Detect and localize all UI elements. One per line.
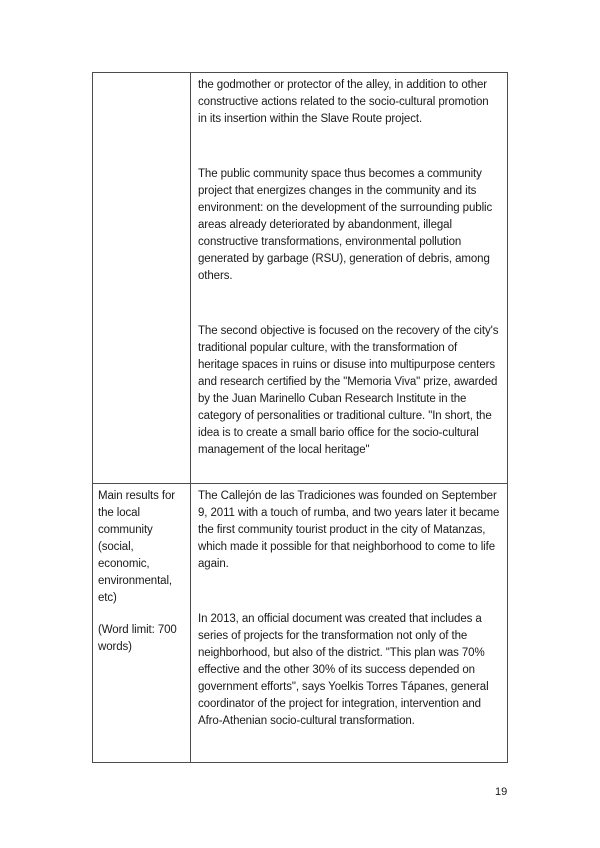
table-row <box>93 73 507 484</box>
row-label: Main results for the local community (social, economic, environmental, etc) <box>98 490 176 604</box>
results-table <box>92 72 508 763</box>
page-number: 19 <box>495 786 508 798</box>
row-label-word-limit: (Word limit: 700 words) <box>98 624 177 653</box>
paragraph: In 2013, an official document was created that includes a series of projects for the transformation not only of the neighborhood, but also of the district. "This plan was 70% effective and the other 30% of its success depended on government efforts", says Yoelkis Torres Tápanes, general coordinator of the project for integration, intervention and Afro-Athenian socio-cultural transformation. <box>198 613 489 727</box>
row-content-cell <box>191 484 507 762</box>
table-row <box>93 484 507 762</box>
paragraph: The Callejón de las Tradiciones was founded on September 9, 2011 with a touch of rumba, and two years later it became the first community tourist product in the city of Matanzas, which made it possible for that neighborhood to come to life again. <box>198 490 500 570</box>
row-label-cell <box>93 484 191 762</box>
paragraph: The second objective is focused on the recovery of the city's traditional popular culture, with the transformation of heritage spaces in ruins or disuse into multipurpose centers and research certified by the "Memoria Viva" prize, awarded by the Juan Marinello Cuban Research Institute in the category of personalities or traditional culture. "In short, the idea is to create a small bario office for the socio-cultural management of the local heritage" <box>198 325 499 456</box>
row-label-cell-empty <box>93 73 191 483</box>
row-content-cell <box>191 73 507 483</box>
paragraph: The public community space thus becomes a community project that energizes changes in the community and its environment: on the development of the surrounding public areas already deteriorated by abandonment, illegal constructive transformations, environmental pollution generated by garbage (RSU), generation of debris, among others. <box>198 168 493 282</box>
paragraph: the godmother or protector of the alley, in addition to other constructive actions related to the socio-cultural promotion in its insertion within the Slave Route project. <box>198 79 489 125</box>
